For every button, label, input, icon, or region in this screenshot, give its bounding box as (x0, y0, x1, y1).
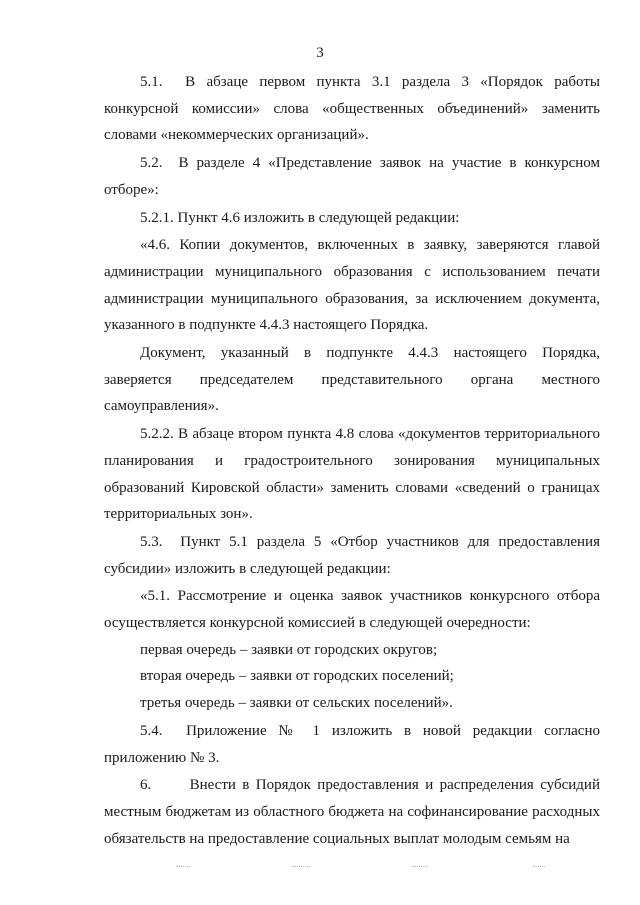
paragraph-5-1: 5.1. В абзаце первом пункта 3.1 раздела 3 «Порядок работы конкурсной комиссии» слова «общественных объединений» заменить словами «некоммерческих организаций». (104, 74, 600, 144)
paragraph-5-3: 5.3. Пункт 5.1 раздела 5 «Отбор участников для предоставления субсидии» изложить в следующей редакции: (104, 533, 600, 577)
page-number: 3 (316, 45, 324, 61)
scan-artifacts (0, 866, 640, 874)
paragraph-6: 6. Внести в Порядок предоставления и распределения субсидий местным бюджетам из областного бюджета на софинансирование расходных обязательств на предоставление социальных выплат молодым семьям на (104, 777, 600, 847)
scan-artifact-mark (412, 866, 428, 869)
document-body (104, 69, 600, 852)
scan-artifact-mark (176, 866, 190, 869)
paragraph-5-4: 5.4. Приложение № 1 изложить в новой редакции согласно приложению № 3. (104, 722, 600, 766)
paragraph-document-certification: Документ, указанный в подпункте 4.4.3 настоящего Порядка, заверяется председателем представительного органа местного самоуправления». (104, 345, 600, 415)
scan-artifact-mark (533, 866, 545, 869)
list-item-third-queue: третья очередь – заявки от сельских поселений». (140, 695, 453, 712)
paragraph-5-1-quote: «5.1. Рассмотрение и оценка заявок участников конкурсного отбора осуществляется конкурсной комиссией в следующей очередности: (104, 588, 600, 632)
paragraph-5-2-1: 5.2.1. Пункт 4.6 изложить в следующей редакции: (140, 209, 460, 226)
list-item-second-queue: вторая очередь – заявки от городских поселений; (140, 668, 454, 685)
paragraph-5-2-2: 5.2.2. В абзаце втором пункта 4.8 слова «документов территориального планирования и градостроительного зонирования муниципальных образований Кировской области» заменить словами «сведений о границах территориальных зон». (104, 426, 600, 523)
paragraph-5-2: 5.2. В разделе 4 «Представление заявок на участие в конкурсном отборе»: (104, 155, 600, 198)
list-item-first-queue: первая очередь – заявки от городских округов; (140, 641, 438, 658)
scan-artifact-mark (292, 866, 310, 869)
paragraph-4-6-quote: «4.6. Копии документов, включенных в заявку, заверяются главой администрации муниципального образования с использованием печати администрации муниципального образования, за исключением документа, указанного в подпункте 4.4.3 настоящего Порядка. (104, 237, 600, 334)
